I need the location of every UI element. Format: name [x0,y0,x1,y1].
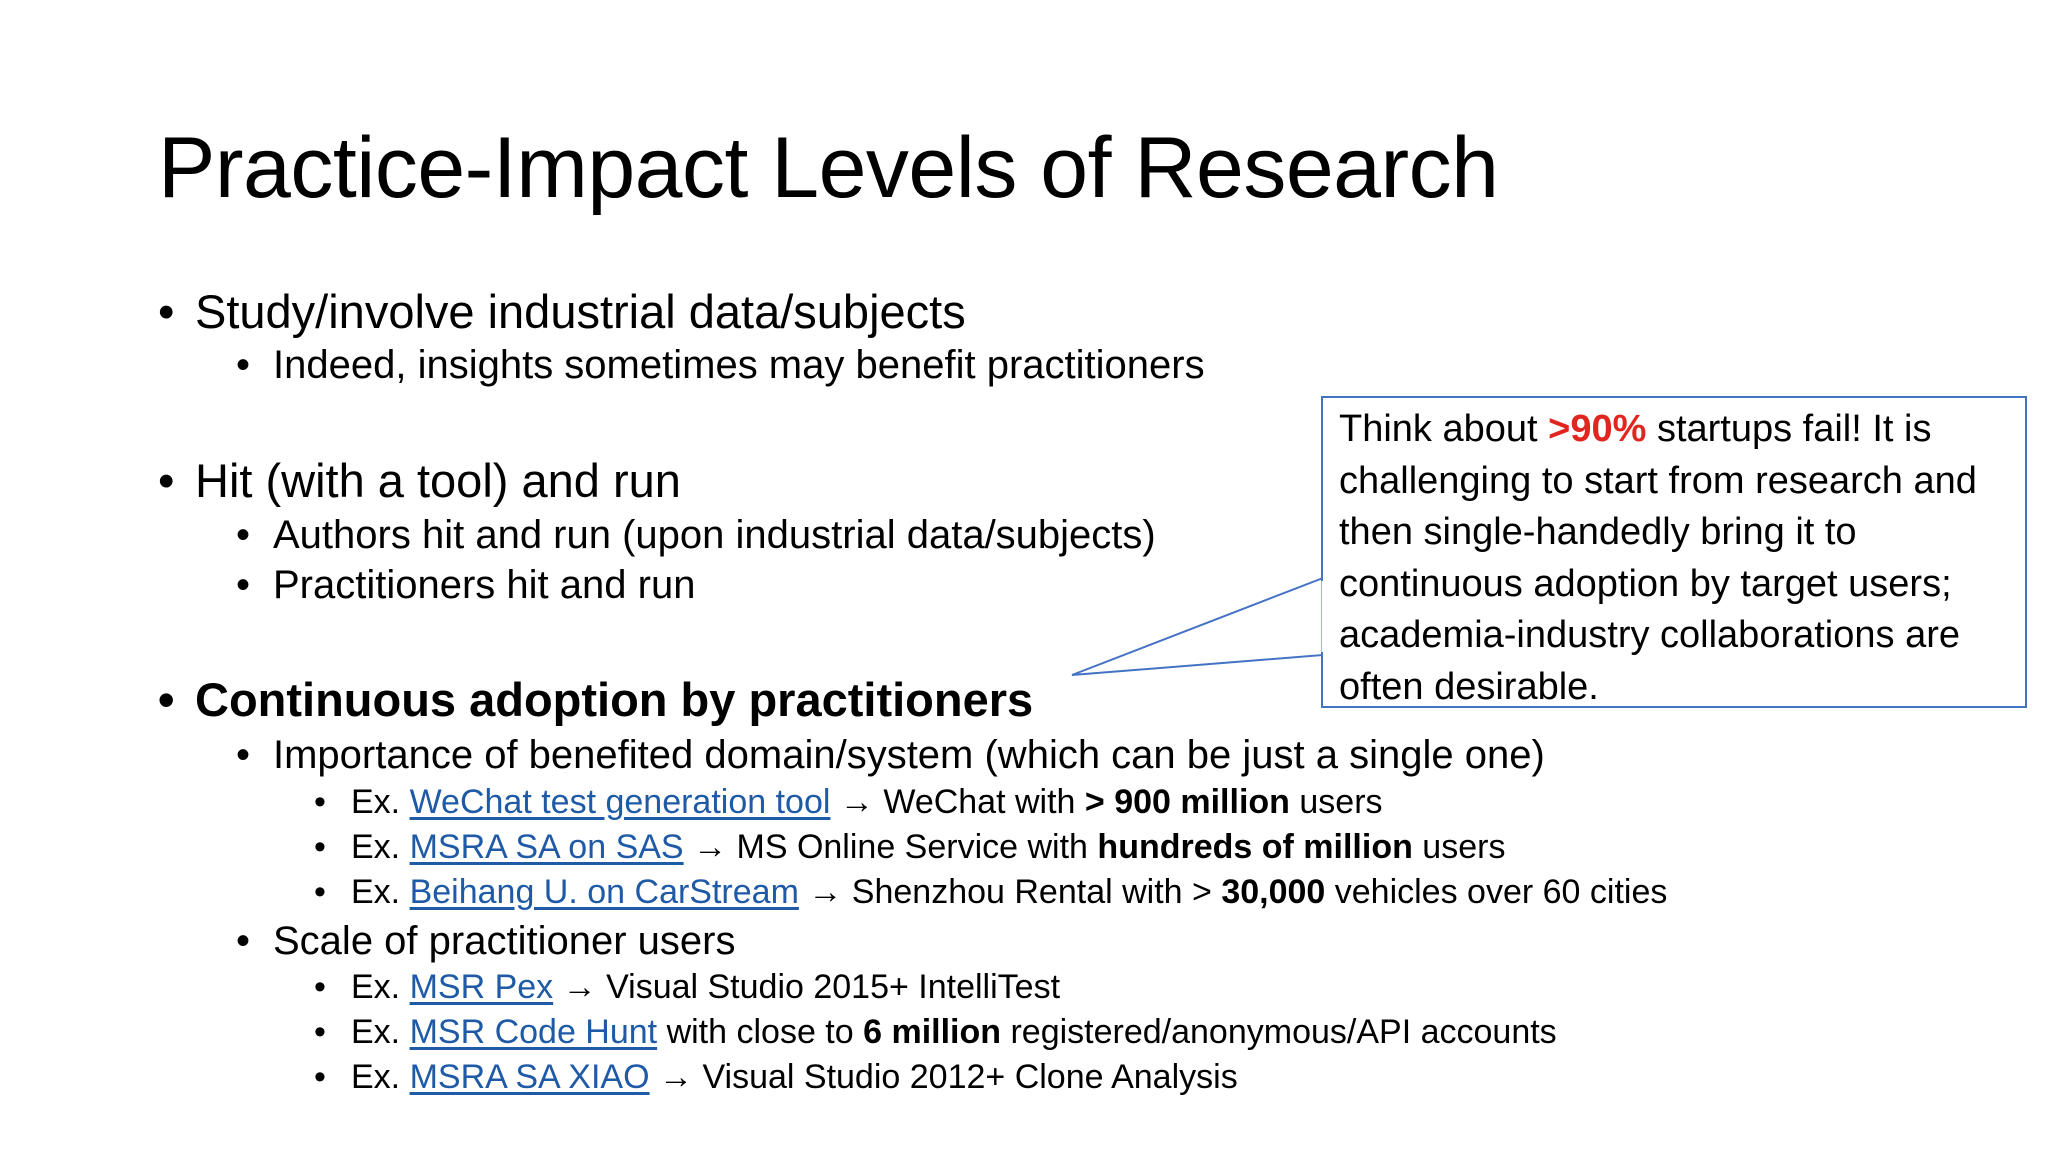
bullet-dot: • [314,873,326,911]
example-bold: > 900 million [1084,783,1290,821]
example-mid: Visual Studio 2015+ IntelliTest [596,968,1061,1006]
bullet-text: Hit (with a tool) and run [195,454,681,507]
example-prefix: Ex. [351,783,410,821]
bullet-dot: • [236,733,251,777]
bullet-text: Continuous adoption by practitioners [195,673,1034,726]
callout-line-4: continuous adoption by target users; [1339,562,1952,605]
bullet-text: Scale of practitioner users [273,919,736,963]
example-bold: hundreds of million [1097,828,1413,866]
bullet-dot: • [158,454,175,507]
example-mid: with close to [657,1013,864,1051]
example-suffix: users [1412,828,1506,866]
link-msr-pex[interactable]: MSR Pex [409,968,554,1006]
link-msra-sa-on-sas[interactable]: MSRA SA on SAS [409,828,684,866]
bullet-text: Authors hit and run (upon industrial data/subjects) [273,513,1156,557]
callout-line-6: often desirable. [1339,665,1599,708]
bullet-dot: • [314,968,326,1006]
example-mid: WeChat with [873,783,1085,821]
arrow-icon: → [808,873,843,911]
example-suffix: users [1289,783,1383,821]
bullet-text: Importance of benefited domain/system (which can be just a single one) [273,733,1545,777]
bullet-dot: • [236,563,251,607]
bullet-dot: • [158,285,175,338]
arrow-icon: → [659,1058,694,1096]
bullet-dot: • [314,828,326,866]
bullet-text: Indeed, insights sometimes may benefit practitioners [273,343,1205,387]
bullet-text: Study/involve industrial data/subjects [195,285,966,338]
bullet-dot: • [236,343,251,387]
link-beihang-on-carstream[interactable]: Beihang U. on CarStream [409,873,799,911]
example-mid: Shenzhou Rental with > [842,873,1222,911]
example-prefix: Ex. [351,968,410,1006]
callout-text: startups fail! It is [1646,408,1932,450]
slide-title: Practice-Impact Levels of Research [158,120,1499,216]
arrow-icon: → [693,828,728,866]
link-msr-code-hunt[interactable]: MSR Code Hunt [409,1013,658,1051]
callout-text: Think about [1339,408,1549,450]
bullet-dot: • [236,919,251,963]
callout-line-2: challenging to start from research and [1339,459,1977,502]
example-bold: 30,000 [1221,873,1326,911]
example-bold: 6 million [863,1013,1002,1051]
bullet-dot: • [314,1058,326,1096]
link-wechat-test-generation-tool[interactable]: WeChat test generation tool [409,783,831,821]
example-suffix: vehicles over 60 cities [1325,873,1668,911]
bullet-text: Practitioners hit and run [273,563,696,607]
example-prefix: Ex. [351,1013,410,1051]
bullet-dot: • [158,673,175,726]
arrow-icon: → [562,968,597,1006]
callout-line-5: academia-industry collaborations are [1339,614,1960,656]
bullet-dot: • [314,1013,326,1051]
callout-highlight: >90% [1548,408,1647,450]
example-prefix: Ex. [351,873,410,911]
callout-line-3: then single-handedly bring it to [1339,511,1857,553]
link-msra-sa-xiao[interactable]: MSRA SA XIAO [409,1058,650,1096]
example-mid: MS Online Service with [727,828,1098,866]
example-prefix: Ex. [351,1058,410,1096]
arrow-icon: → [839,783,874,821]
example-prefix: Ex. [351,828,410,866]
example-suffix: registered/anonymous/API accounts [1001,1013,1557,1051]
bullet-dot: • [314,783,326,821]
example-mid: Visual Studio 2012+ Clone Analysis [693,1058,1238,1096]
bullet-dot: • [236,513,251,557]
